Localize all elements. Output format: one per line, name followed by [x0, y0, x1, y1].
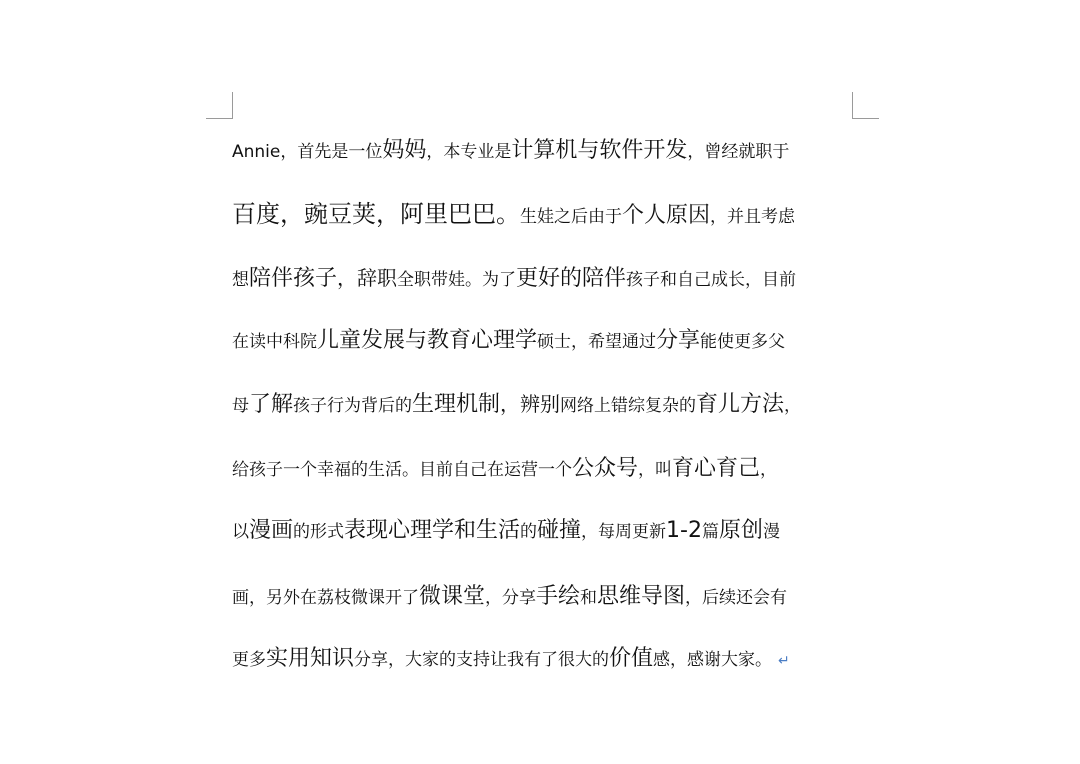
- text-run: 价值: [609, 646, 654, 671]
- text-run: 妈妈: [382, 138, 427, 163]
- text-run: ，辞职: [337, 266, 398, 290]
- text-run: 儿童发展与教育心理学: [317, 328, 538, 353]
- text-run: 百度，豌豆荚，阿里巴巴。: [232, 200, 520, 228]
- text-run: 表现心理学和生活: [344, 518, 521, 543]
- text-line: [232, 586, 787, 608]
- text-run: 孩子行为背后的: [293, 396, 413, 416]
- text-run: 微课堂: [419, 584, 486, 609]
- text-line: [232, 648, 790, 670]
- text-run: ，后续还会有: [685, 588, 788, 608]
- text-line: [232, 202, 795, 227]
- text-run: ，本专业是: [426, 142, 512, 162]
- text-run: 的形式: [293, 522, 345, 542]
- text-run: ，: [760, 460, 778, 480]
- text-run: ，分享: [485, 588, 537, 608]
- text-run: ，每周更新: [581, 522, 667, 542]
- margin-corner-mark-left: [206, 92, 233, 119]
- text-run: 更好的陪伴: [516, 266, 627, 291]
- text-run: 思维导图: [597, 584, 686, 609]
- text-run: ，并且考虑: [710, 207, 796, 227]
- margin-corner-mark-right: [852, 92, 879, 119]
- text-run: 分享，大家的支持让我有了很大的: [354, 650, 610, 670]
- text-line: [232, 458, 777, 480]
- text-run: ，曾经就职于: [687, 142, 790, 162]
- text-run: 以: [232, 522, 249, 542]
- text-run: 陪伴孩子: [249, 266, 338, 291]
- text-run: 了解: [249, 392, 294, 417]
- text-run: 在读中科院: [232, 332, 317, 352]
- text-run: 1-2: [666, 518, 702, 543]
- text-run: 实用知识: [266, 646, 355, 671]
- text-run: 画，另外在荔枝微课开了: [232, 588, 419, 608]
- text-run: 和: [580, 588, 598, 608]
- text-run: 计算机与软件开发: [511, 138, 688, 163]
- text-run: 育心育己: [672, 456, 761, 481]
- text-line: [232, 520, 780, 542]
- text-run: 全职带娃。为了: [397, 270, 517, 290]
- text-run: 原创: [718, 518, 763, 543]
- text-run: 育儿方法: [696, 392, 785, 417]
- text-run: 给孩子一个幸福的生活。目前自己在运营一个: [232, 460, 572, 480]
- text-run: 能使更多父: [700, 332, 786, 352]
- text-run: 生娃之后由于: [520, 207, 622, 227]
- text-run: 感，感谢大家。: [653, 650, 773, 670]
- text-run: 生理机制: [412, 392, 501, 417]
- text-line: [232, 268, 796, 290]
- text-run: 的: [520, 522, 538, 542]
- text-run: 公众号: [572, 456, 639, 481]
- text-run: ，: [784, 396, 802, 416]
- paragraph-mark-icon: ↵: [778, 653, 790, 669]
- text-line: [232, 140, 789, 162]
- text-run: ，辨别: [500, 392, 561, 416]
- text-line: [232, 394, 801, 416]
- text-line: [232, 330, 785, 352]
- text-run: 更多: [232, 650, 266, 670]
- text-run: 孩子和自己成长，目前: [626, 270, 797, 290]
- text-run: 篇: [701, 522, 719, 542]
- text-run: 碰撞: [537, 518, 582, 543]
- text-run: 漫: [763, 522, 780, 542]
- text-run: 网络上错综复杂的: [560, 396, 697, 416]
- text-run: 漫画: [249, 518, 294, 543]
- text-run: Annie，首先是一位: [232, 142, 383, 162]
- text-run: 母: [232, 396, 249, 416]
- text-run: 手绘: [536, 584, 581, 609]
- text-run: 想: [232, 270, 249, 290]
- text-run: ，叫: [638, 460, 673, 480]
- text-run: 硕士，希望通过: [537, 332, 657, 352]
- text-run: 个人原因: [622, 203, 711, 228]
- text-run: 分享: [656, 328, 701, 353]
